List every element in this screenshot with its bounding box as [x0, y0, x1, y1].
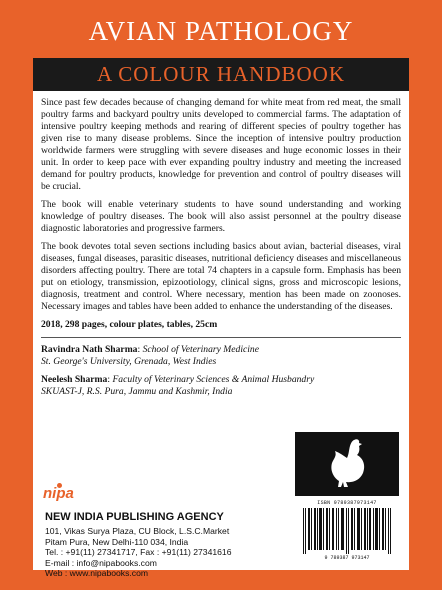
barcode-digits: 9 789387 973147: [324, 555, 370, 561]
book-subtitle: A COLOUR HANDBOOK: [96, 62, 345, 86]
blurb-paragraph-2: The book will enable veterinary students to have sound understanding and working knowledge of poultry diseases. The book will also assist personnel at the poultry disease diagnostic laboratories and progressive farmers.: [41, 199, 401, 234]
barcode-icon: [301, 508, 393, 554]
isbn-barcode: [295, 498, 399, 564]
publisher-logo: [43, 485, 97, 507]
author-affiliation: Faculty of Veterinary Sciences & Animal Husbandry: [112, 374, 315, 385]
author-affiliation-line2: St. George's University, Grenada, West Indies: [41, 356, 217, 367]
publisher-name: NEW INDIA PUBLISHING AGENCY: [45, 511, 224, 523]
author-name: Ravindra Nath Sharma: [41, 344, 138, 355]
book-title: AVIAN PATHOLOGY: [88, 16, 354, 46]
blurb-paragraph-1: Since past few decades because of changing demand for white meat from red meat, the small poultry farms and backyard poultry units developed to commercial farms. The adaptation of intensive poultry keeping methods and rearing of different species of poultry together has given rise to many disease problems. Since the inception of intensive poultry production worldwide farmers were struggling with severe diseases and huge economic losses in their unit. In order to keep pace with ever expanding poultry industry and meeting the increased demand for poultry products, knowledge for prevention and control of poultry diseases will be crucial.: [41, 97, 401, 192]
publisher-phone: Tel. : +91(11) 27341717, Fax : +91(11) 27341616: [45, 547, 232, 558]
author-1: Ravindra Nath Sharma: School of Veterinary Medicine St. George's University, Grenada, West Indies: [41, 344, 259, 367]
logo-text: nipa: [43, 485, 74, 502]
content-panel: [33, 91, 409, 579]
publisher-email: E-mail : info@nipabooks.com: [45, 557, 157, 568]
publisher-address-2: Pitam Pura, New Delhi-110 034, India: [45, 536, 189, 547]
author-affiliation-line2: SKUAST-J, R.S. Pura, Jammu and Kashmir, India: [41, 386, 233, 397]
hen-emblem-block: [295, 432, 399, 496]
author-name: Neelesh Sharma: [41, 374, 108, 385]
author-affiliation: School of Veterinary Medicine: [142, 344, 259, 355]
publisher-web: Web : www.nipabooks.com: [45, 568, 149, 579]
subtitle-band: [33, 58, 409, 91]
hen-silhouette-icon: [329, 436, 367, 488]
isbn-text: ISBN 9789387973147: [317, 500, 377, 506]
blurb-paragraph-3: The book devotes total seven sections including basics about avian, bacterial diseases, viral diseases, fungal diseases, parasitic diseases, nutritional deficiency diseases and miscellaneous disorders affecting poultry. There are total 74 chapters in a capsule form. Emphasis has been put on etiology, transmission, epizootiology, clinical signs, gross and microscopic lesions, diagnosis, treatment and control. Where necessary, mention has been made on zoonoses. Necessary images and tables have been added to enhance the understanding of the diseases.: [41, 241, 401, 312]
publisher-address-1: 101, Vikas Surya Plaza, CU Block, L.S.C.Market: [45, 526, 230, 536]
author-2: Neelesh Sharma: Faculty of Veterinary Sciences & Animal Husbandry SKUAST-J, R.S. Pura, Jammu and Kashmir, India: [41, 374, 315, 397]
blurb: [41, 97, 401, 404]
divider: [41, 337, 401, 338]
book-meta: 2018, 298 pages, colour plates, tables, 25cm: [41, 319, 218, 330]
publisher-info: [45, 510, 285, 579]
